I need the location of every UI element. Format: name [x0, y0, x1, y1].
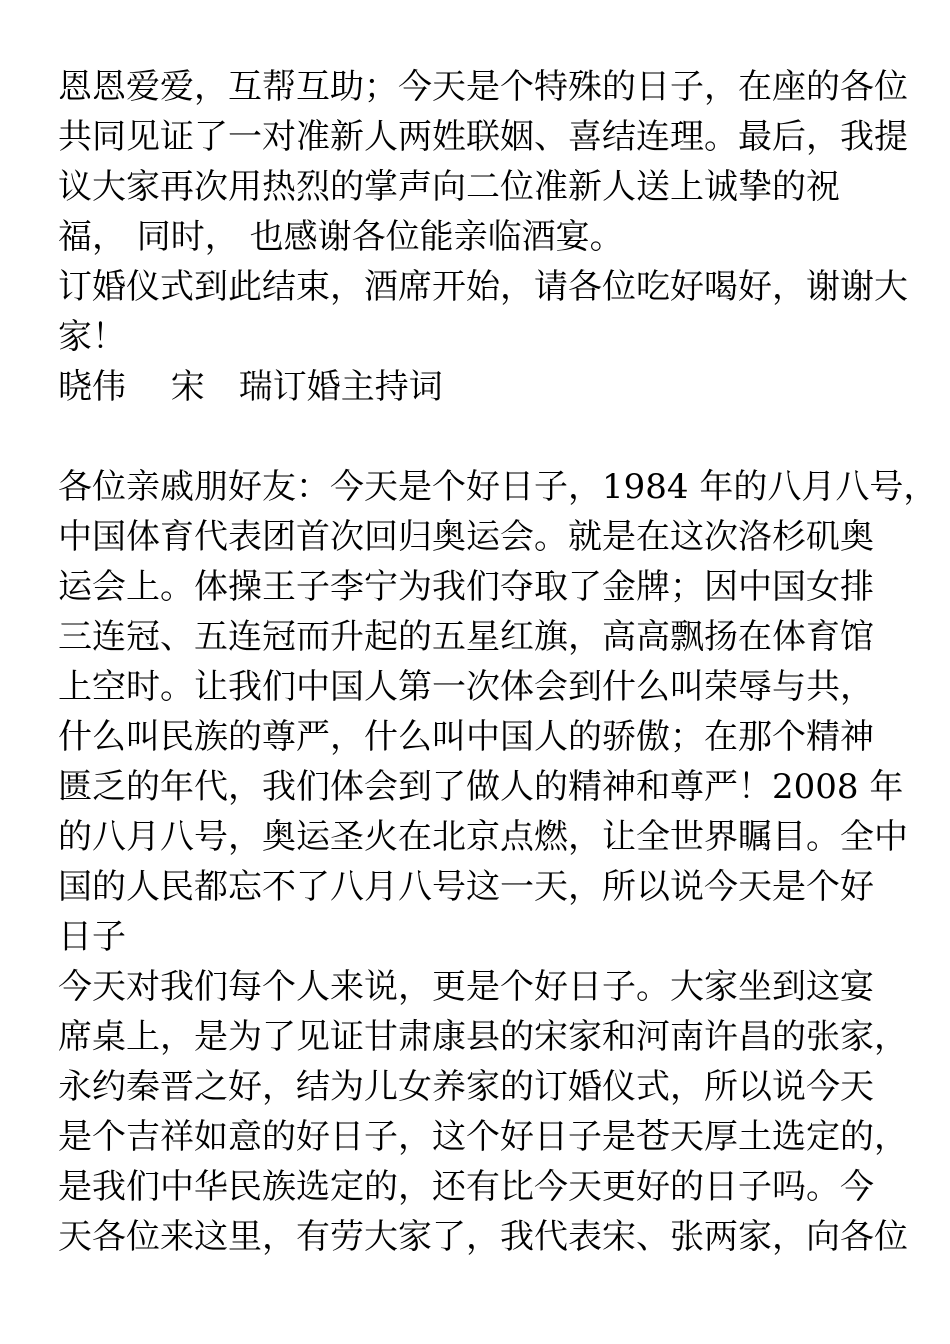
text-line: 三连冠、五连冠而升起的五星红旗，高高飘扬在体育馆 [58, 617, 874, 657]
text-line: 家！ [58, 317, 126, 357]
text-line: 是个吉祥如意的好日子，这个好日子是苍天厚土选定的， [58, 1117, 908, 1157]
text-line: 福， 同时， 也感谢各位能亲临酒宴。 [58, 217, 624, 257]
text-line: 天各位来这里，有劳大家了，我代表宋、张两家，向各位 [58, 1217, 908, 1257]
text-line: 议大家再次用热烈的掌声向二位准新人送上诚挚的祝 [58, 167, 840, 207]
text-line: 永约秦晋之好，结为儿女养家的订婚仪式，所以说今天 [58, 1067, 874, 1107]
section-title: 晓伟 宋 瑞订婚主持词 [58, 367, 443, 407]
text-line: 国的人民都忘不了八月八号这一天，所以说今天是个好 [58, 867, 874, 907]
text-line: 上空时。让我们中国人第一次体会到什么叫荣辱与共， [58, 667, 874, 707]
text-line: 各位亲戚朋好友：今天是个好日子，1984 年的八月八号， [58, 467, 938, 507]
text-line: 是我们中华民族选定的，还有比今天更好的日子吗。今 [58, 1167, 874, 1207]
text-line: 日子 [58, 917, 126, 957]
text-line: 恩恩爱爱，互帮互助；今天是个特殊的日子，在座的各位 [58, 67, 908, 107]
text-line: 中国体育代表团首次回归奥运会。就是在这次洛杉矶奥 [58, 517, 874, 557]
text-line: 的八月八号，奥运圣火在北京点燃，让全世界瞩目。全中 [58, 817, 908, 857]
text-line: 订婚仪式到此结束，酒席开始，请各位吃好喝好，谢谢大 [58, 267, 908, 307]
text-line: 今天对我们每个人来说，更是个好日子。大家坐到这宴 [58, 967, 874, 1007]
text-line: 运会上。体操王子李宁为我们夺取了金牌；因中国女排 [58, 567, 874, 607]
text-line: 什么叫民族的尊严，什么叫中国人的骄傲；在那个精神 [58, 717, 874, 757]
text-line: 共同见证了一对准新人两姓联姻、喜结连理。最后，我提 [58, 117, 908, 157]
text-line: 席桌上，是为了见证甘肃康县的宋家和河南许昌的张家， [58, 1017, 908, 1057]
text-line: 匮乏的年代，我们体会到了做人的精神和尊严！2008 年 [58, 767, 904, 807]
